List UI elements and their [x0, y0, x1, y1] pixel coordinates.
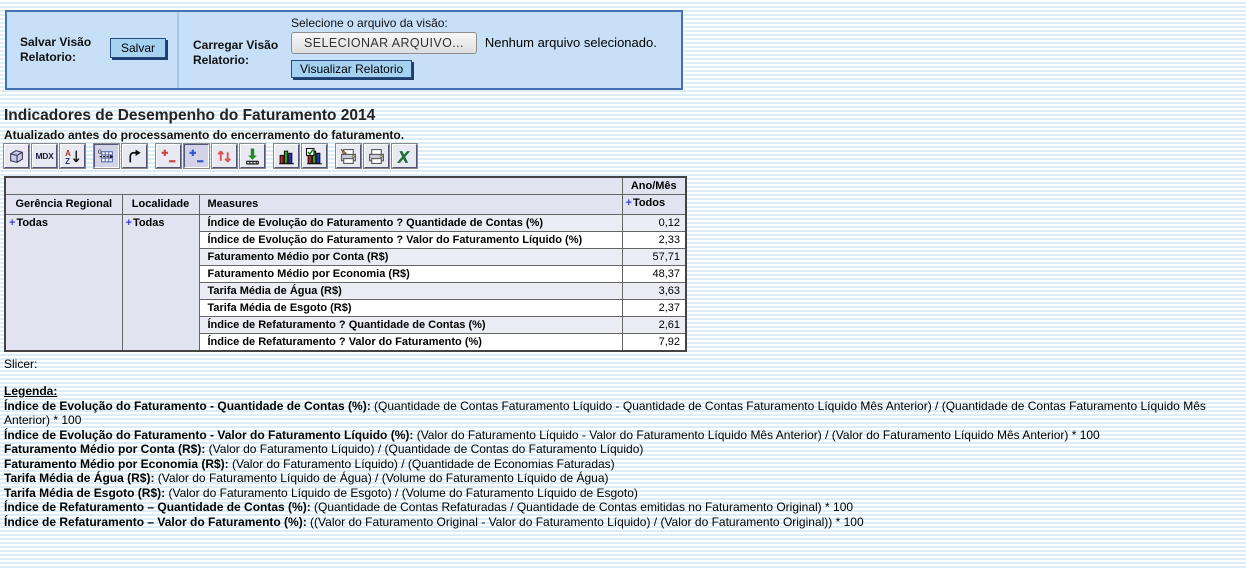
measure-label: Índice de Refaturamento ? Valor do Faturamento (%) — [199, 333, 622, 351]
measure-value: 3,63 — [622, 282, 686, 299]
save-view-label: Salvar Visão Relatorio: — [20, 35, 92, 64]
file-prompt-label: Selecione o arquivo da visão: — [291, 16, 448, 30]
measure-value: 48,37 — [622, 265, 686, 282]
print-pdf-icon[interactable] — [364, 144, 389, 168]
mdx-button[interactable] — [32, 144, 57, 168]
drill-expand-icon[interactable]: + — [9, 216, 16, 229]
legend-entry: Índice de Refaturamento – Quantidade de Contas (%): (Quantidade de Contas Refaturadas / Quantidade de Contas emitidas no Faturamento Original) * 100 — [4, 500, 854, 514]
load-view-section — [181, 12, 681, 88]
legend-entry: Índice de Refaturamento – Valor do Faturamento (%): ((Valor do Faturamento Original - Valor do Faturamento Líquido) / (Valor do Faturamento Original)) * 100 — [4, 514, 864, 529]
file-status-text: Nenhum arquivo selecionado. — [484, 35, 657, 50]
drill-replace-icon[interactable] — [212, 144, 237, 168]
suppress-empty-icon[interactable] — [94, 144, 119, 168]
page-title: Indicadores de Desempenho do Faturamento 2014 — [4, 107, 376, 124]
select-file-button[interactable]: SELECIONAR ARQUIVO... — [291, 32, 477, 54]
excel-export-icon[interactable] — [392, 144, 417, 168]
col-axis-header: Ano/Mês — [622, 177, 686, 194]
drill-member-icon[interactable] — [156, 144, 181, 168]
measure-value: 7,92 — [622, 333, 686, 351]
slicer-label: Slicer: — [4, 357, 38, 371]
measure-value: 57,71 — [622, 248, 686, 265]
mdx-label: MDX — [35, 151, 54, 161]
view-report-button[interactable]: Visualizar Relatorio — [291, 60, 412, 78]
save-view-section — [7, 12, 179, 88]
measure-label: Faturamento Médio por Conta (R$) — [199, 248, 622, 265]
measures-header: Measures — [199, 194, 622, 214]
legend-entry: Índice de Evolução do Faturamento - Quantidade de Contas (%): (Quantidade de Contas Faturamento Líquido - Quantidade de Contas Faturamento Líquido Mês Anterior) / (Quantidade de Contas Faturamento Líquido Mês Anterior) * 100 — [4, 398, 1206, 427]
chart-config-icon[interactable] — [302, 144, 327, 168]
drill-expand-icon[interactable]: + — [625, 196, 632, 209]
report-view-panel — [5, 10, 683, 90]
row-member-gerencia-todas[interactable]: +Todas — [5, 214, 122, 351]
row-header-localidade: Localidade — [122, 194, 199, 214]
save-button[interactable]: Salvar — [110, 38, 166, 58]
legend-entry: Faturamento Médio por Economia (R$): (Valor do Faturamento Líquido) / (Quantidade de Economias Faturadas) — [4, 456, 615, 471]
measure-value: 0,12 — [622, 214, 686, 231]
measure-label: Tarifa Média de Esgoto (R$) — [199, 299, 622, 316]
olap-cube-icon[interactable] — [4, 144, 29, 168]
swap-axes-icon[interactable] — [122, 144, 147, 168]
pivot-toolbar — [4, 144, 420, 168]
legend-entry: Tarifa Média de Esgoto (R$): (Valor do Faturamento Líquido de Esgoto) / (Volume do Faturamento Líquido de Esgoto) — [4, 485, 638, 500]
svg-text:Z: Z — [65, 156, 70, 165]
header-row — [5, 194, 686, 214]
svg-text:A: A — [65, 148, 71, 158]
drill-expand-icon[interactable]: + — [125, 216, 132, 229]
svg-text:X: X — [398, 148, 409, 165]
svg-text:0: 0 — [98, 148, 102, 156]
col-member-todos[interactable]: +Todos — [622, 194, 686, 214]
chart-icon[interactable] — [274, 144, 299, 168]
print-config-icon[interactable] — [336, 144, 361, 168]
legend-entry: Tarifa Média de Água (R$): (Valor do Faturamento Líquido de Água) / (Volume do Faturamento Líquido de Água) — [4, 471, 609, 485]
measure-label: Faturamento Médio por Economia (R$) — [199, 265, 622, 282]
legend-title: Legenda: — [4, 384, 58, 398]
measure-value: 2,61 — [622, 316, 686, 333]
row-member-localidade-todas[interactable]: +Todas — [122, 214, 199, 351]
sort-az-icon[interactable] — [60, 144, 85, 168]
row-header-gerencia: Gerência Regional — [5, 194, 122, 214]
measure-label: Índice de Evolução do Faturamento ? Valor do Faturamento Líquido (%) — [199, 231, 622, 248]
measure-value: 2,37 — [622, 299, 686, 316]
corner-cell — [5, 177, 622, 194]
measure-label: Índice de Refaturamento ? Quantidade de Contas (%) — [199, 316, 622, 333]
load-view-label: Carregar Visão Relatorio: — [193, 38, 279, 67]
legend-entry: Índice de Evolução do Faturamento - Valor do Faturamento Líquido (%): (Valor do Faturamento Líquido - Valor do Faturamento Líquido Mês Anterior) / (Valor do Faturamento Líquido Mês Anterior) * 100 — [4, 427, 1100, 442]
measure-label: Tarifa Média de Água (R$) — [199, 282, 622, 299]
legend-section — [4, 384, 1244, 529]
col-axis-row — [5, 177, 686, 194]
drill-position-icon[interactable] — [184, 144, 209, 168]
table-row — [5, 214, 686, 231]
drill-through-icon[interactable] — [240, 144, 265, 168]
page-subtitle: Atualizado antes do processamento do encerramento do faturamento. — [4, 128, 405, 142]
pivot-table — [4, 176, 687, 352]
legend-entry: Faturamento Médio por Conta (R$): (Valor do Faturamento Líquido) / (Quantidade de Contas do Faturamento Líquido) — [4, 442, 644, 456]
measure-label: Índice de Evolução do Faturamento ? Quantidade de Contas (%) — [199, 214, 622, 231]
measure-value: 2,33 — [622, 231, 686, 248]
